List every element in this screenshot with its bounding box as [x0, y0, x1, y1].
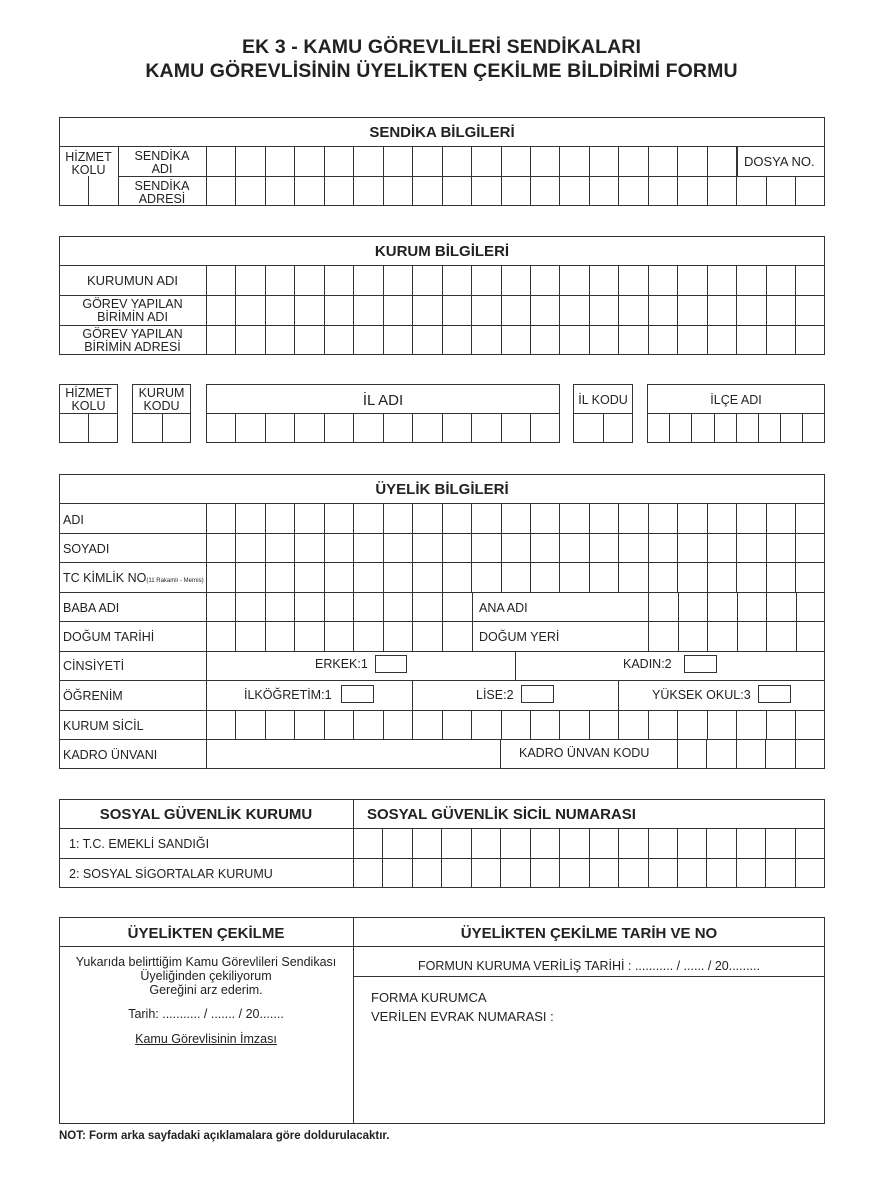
erkek-checkbox[interactable]	[375, 655, 407, 673]
form-note: NOT: Form arka sayfadaki açıklamalara göre doldurulacaktır.	[59, 1130, 390, 1142]
sendika-adi-label: SENDİKA ADI	[134, 149, 190, 176]
sgk-sicil-heading: SOSYAL GÜVENLİK SİCİL NUMARASI	[367, 806, 636, 823]
lise-checkbox[interactable]	[521, 685, 554, 703]
cekilme-tarih-heading: ÜYELİKTEN ÇEKİLME TARİH VE NO	[460, 925, 718, 942]
kadro-unvan-kodu-label: KADRO ÜNVAN KODU	[519, 746, 650, 760]
lise-label: LİSE:2	[476, 688, 514, 702]
birim-adi-label: GÖREV YAPILAN BİRİMİN ADI	[82, 297, 183, 324]
imza-label: Kamu Görevlisinin İmzası	[135, 1032, 277, 1046]
tc-kimlik-label: TC KİMLİK NO(11 Rakamlı - Mernis)	[63, 571, 204, 585]
kod-hizmet-kolu-label: HİZMET KOLU	[65, 386, 112, 413]
baba-adi-label: BABA ADI	[63, 601, 120, 615]
kadin-label: KADIN:2	[623, 657, 672, 671]
kurumun-adi-label: KURUMUN ADI	[86, 273, 178, 288]
yuksek-okul-checkbox[interactable]	[758, 685, 791, 703]
form-title-line1: EK 3 - KAMU GÖREVLİLERİ SENDİKALARI	[242, 36, 641, 58]
birim-adresi-label: GÖREV YAPILAN BİRİMİN ADRESİ	[82, 327, 183, 354]
form-title-line2: KAMU GÖREVLİSİNİN ÜYELİKTEN ÇEKİLME BİLDİRİMİ FORMU	[145, 60, 738, 82]
kadin-checkbox[interactable]	[684, 655, 717, 673]
cekilme-heading: ÜYELİKTEN ÇEKİLME	[127, 925, 285, 942]
dogum-tarihi-label: DOĞUM TARİHİ	[63, 630, 155, 644]
cekilme-tarih: Tarih: ........... / ....... / 20.......	[128, 1007, 284, 1021]
sendika-heading: SENDİKA BİLGİLERİ	[369, 124, 515, 141]
ana-adi-label: ANA ADI	[479, 601, 528, 615]
soyadi-label: SOYADI	[63, 542, 110, 556]
verilis-tarihi: FORMUN KURUMA VERİLİŞ TARİHİ : ........... / ...... / 20.........	[418, 959, 760, 973]
ilce-adi-label: İLÇE ADI	[710, 393, 762, 407]
kadro-unvani-label: KADRO ÜNVANI	[63, 748, 158, 762]
ilkogretim-checkbox[interactable]	[341, 685, 374, 703]
cekilme-text-3: Gereğini arz ederim.	[149, 983, 263, 997]
sgk-heading: SOSYAL GÜVENLİK KURUMU	[99, 806, 313, 823]
dogum-yeri-label: DOĞUM YERİ	[479, 630, 560, 644]
il-adi-label: İL ADI	[362, 392, 404, 409]
kurum-kodu-label: KURUM KODU	[138, 386, 185, 413]
sendika-adresi-label: SENDİKA ADRESİ	[134, 179, 190, 206]
dosya-no-label: DOSYA NO.	[744, 154, 815, 169]
ogrenim-label: ÖĞRENİM	[63, 689, 123, 703]
tc-kimlik-note: (11 Rakamlı - Mernis)	[146, 578, 204, 584]
sgk-option-1: 1: T.C. EMEKLİ SANDIĞI	[69, 837, 210, 851]
hizmet-kolu-label: HİZMET KOLU	[65, 150, 112, 177]
evrak-label-2: VERİLEN EVRAK NUMARASI :	[371, 1009, 554, 1024]
erkek-label: ERKEK:1	[315, 657, 368, 671]
evrak-label-1: FORMA KURUMCA	[371, 990, 487, 1005]
kurum-sicil-label: KURUM SİCİL	[63, 719, 144, 733]
yuksek-okul-label: YÜKSEK OKUL:3	[652, 688, 751, 702]
cekilme-text-2: Üyeliğinden çekiliyorum	[140, 969, 272, 983]
uyelik-heading: ÜYELİK BİLGİLERİ	[375, 481, 509, 498]
ilkogretim-label: İLKÖĞRETİM:1	[244, 688, 332, 702]
adi-label: ADI	[63, 513, 84, 527]
cinsiyeti-label: CİNSİYETİ	[63, 659, 125, 673]
cekilme-text-1: Yukarıda belirttiğim Kamu Görevlileri Sendikası	[75, 955, 337, 969]
kurum-heading: KURUM BİLGİLERİ	[374, 243, 510, 260]
sgk-option-2: 2: SOSYAL SİGORTALAR KURUMU	[69, 867, 273, 881]
il-kodu-label: İL KODU	[578, 393, 628, 407]
